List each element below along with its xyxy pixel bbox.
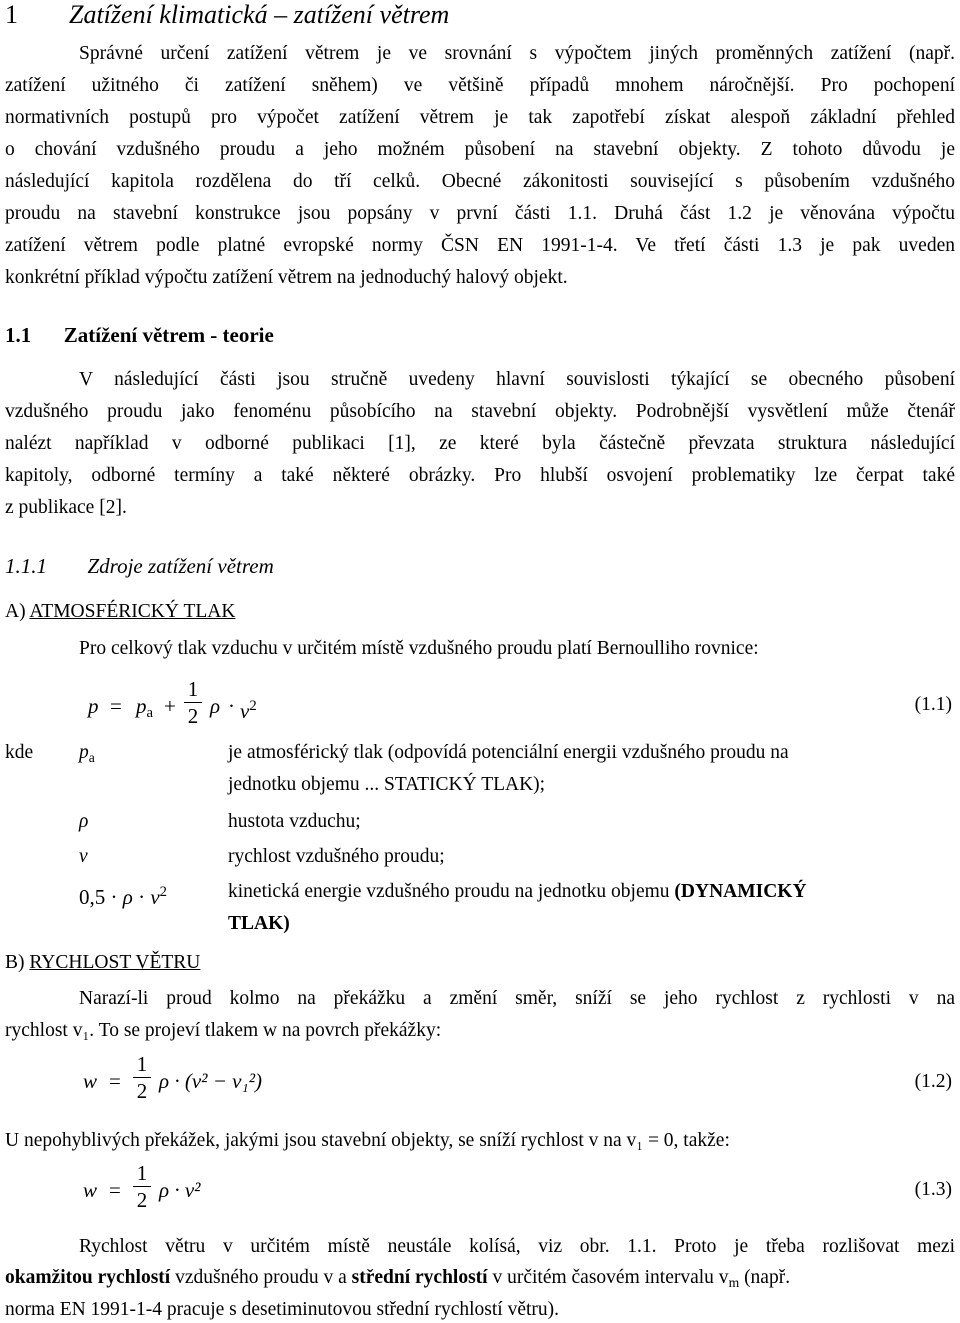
def-symbol: ρ bbox=[79, 811, 89, 832]
paragraph-line: norma EN 1991-1-4 pracuje s desetiminutovou střední rychlostí větru). bbox=[5, 1299, 559, 1320]
section-a-heading bbox=[5, 600, 235, 624]
paragraph-line: z publikace [2]. bbox=[5, 497, 127, 518]
def-symbol: $p_a$ bbox=[79, 742, 95, 765]
section-title: Zatížení větrem - teorie bbox=[63, 323, 274, 347]
paragraph-line: okamžitou rychlostí vzdušného proudu v a střední rychlostí v určitém časovém intervalu $v_m$ (např. bbox=[5, 1267, 791, 1290]
chapter-title: Zatížení klimatická – zatížení větrem bbox=[69, 0, 450, 29]
eq-symbol: p bbox=[88, 694, 99, 718]
equation-label: (1.1) bbox=[914, 694, 952, 715]
eq-operator: + bbox=[164, 694, 176, 718]
paragraph-line: V následující části jsou stručně uvedeny hlavní souvislosti týkající se obecného působení bbox=[79, 369, 955, 390]
def-text: kinetická energie vzdušného proudu na jednotku objemu (DYNAMICKÝ bbox=[228, 881, 807, 902]
eq-term: $v^2$ bbox=[240, 698, 257, 723]
eq-operator: = bbox=[110, 694, 122, 718]
equation-label: (1.2) bbox=[914, 1071, 952, 1092]
paragraph-line: normativních postupů pro výpočet zatížení větrem je tak zapotřebí získat alespoň základní přehled bbox=[5, 107, 955, 128]
section-number: 1.1 bbox=[5, 323, 32, 347]
section-b-label: B) bbox=[5, 952, 25, 973]
section-heading bbox=[5, 322, 274, 348]
paragraph-line: U nepohyblivých překážek, jakými jsou stavební objekty, se sníží rychlost v na v₁ = 0, takže: bbox=[5, 1130, 730, 1151]
chapter-number: 1 bbox=[5, 0, 18, 29]
eq-term: $p_a$ bbox=[136, 694, 154, 721]
eq-symbol: ρ bbox=[210, 694, 221, 718]
equation-label: (1.3) bbox=[914, 1179, 952, 1200]
def-text: TLAK) bbox=[228, 913, 290, 934]
paragraph-line: kapitoly, odborné termíny a také některé obrázky. Pro hlubší osvojení problematiky lze čerpat také bbox=[5, 465, 955, 486]
paragraph-line: o chování vzdušného proudu a jeho možném působení na stavební objekty. Z tohoto důvodu je bbox=[5, 139, 955, 160]
subsection-title: Zdroje zatížení větrem bbox=[87, 554, 274, 578]
eq-operator: = bbox=[109, 1178, 121, 1202]
def-text: je atmosférický tlak (odpovídá potenciální energii vzdušného proudu na bbox=[228, 742, 789, 763]
section-a-intro: Pro celkový tlak vzduchu v určitém místě vzdušného proudu platí Bernoulliho rovnice: bbox=[79, 638, 759, 659]
def-symbol: v bbox=[79, 846, 88, 867]
def-symbol: $0,5 \cdot \rho \cdot v^2$ bbox=[79, 884, 168, 909]
def-text: jednotku objemu ... STATICKÝ TLAK); bbox=[228, 774, 546, 795]
paragraph-line: Rychlost větru v určitém místě neustále kolísá, viz obr. 1.1. Proto je třeba rozlišovat mezi bbox=[79, 1236, 955, 1257]
eq-operator: · bbox=[228, 694, 235, 718]
paragraph-line: konkrétní příklad výpočtu zatížení větrem na jednoduchý halový objekt. bbox=[5, 267, 568, 288]
paragraph-line: nalézt například v odborné publikaci [1], ze které byla částečně převzata struktura následující bbox=[5, 433, 955, 454]
eq-symbol: w bbox=[83, 1178, 98, 1202]
subsection-heading bbox=[5, 553, 274, 579]
paragraph-line: rychlost v₁. To se projeví tlakem w na povrch překážky: bbox=[5, 1020, 442, 1041]
eq-symbol: w bbox=[83, 1069, 98, 1093]
chapter-heading bbox=[5, 0, 449, 30]
equation-1-3 bbox=[83, 1161, 323, 1224]
paragraph-line: vzdušného proudu jako fenoménu působícího na stavební objekty. Podrobnější vysvětlení může čtenář bbox=[5, 401, 955, 422]
paragraph-line: Správné určení zatížení větrem je ve srovnání s výpočtem jiných proměnných zatížení (např. bbox=[79, 43, 955, 64]
paragraph-line: zatížení užitného či zatížení sněhem) ve většině případů mnohem náročnější. Pro pochopení bbox=[5, 75, 955, 96]
equation-1-2 bbox=[83, 1052, 403, 1116]
eq-fraction: 1 2 bbox=[184, 676, 202, 729]
equation-1-1 bbox=[88, 677, 328, 742]
kde-label: kde bbox=[5, 742, 34, 763]
paragraph-line: následující kapitola rozdělena do tří celků. Obecné zákonitosti související s působením vzdušného bbox=[5, 171, 955, 192]
section-b-heading bbox=[5, 951, 200, 975]
subsection-number: 1.1.1 bbox=[5, 554, 47, 578]
paragraph-line: zatížení větrem podle platné evropské normy ČSN EN 1991-1-4. Ve třetí části 1.3 je pak uveden bbox=[5, 235, 955, 256]
eq-term: ρ · v² bbox=[159, 1178, 201, 1202]
section-b-title: RYCHLOST VĚTRU bbox=[29, 952, 201, 973]
eq-term: ρ · (v² − v₁²) bbox=[159, 1069, 263, 1093]
section-a-label: A) bbox=[5, 601, 26, 622]
eq-fraction: 1 2 bbox=[133, 1051, 151, 1104]
paragraph-line: proudu na stavební konstrukce jsou popsány v první části 1.1. Druhá část 1.2 je věnována výpočtu bbox=[5, 203, 955, 224]
section-a-title: ATMOSFÉRICKÝ TLAK bbox=[29, 601, 236, 622]
eq-fraction: 1 2 bbox=[133, 1160, 151, 1213]
def-text: rychlost vzdušného proudu; bbox=[228, 846, 445, 867]
def-text: hustota vzduchu; bbox=[228, 811, 361, 832]
eq-operator: = bbox=[109, 1069, 121, 1093]
paragraph-line: Narazí-li proud kolmo na překážku a změní směr, sníží se jeho rychlost z rychlosti v na bbox=[79, 988, 955, 1009]
